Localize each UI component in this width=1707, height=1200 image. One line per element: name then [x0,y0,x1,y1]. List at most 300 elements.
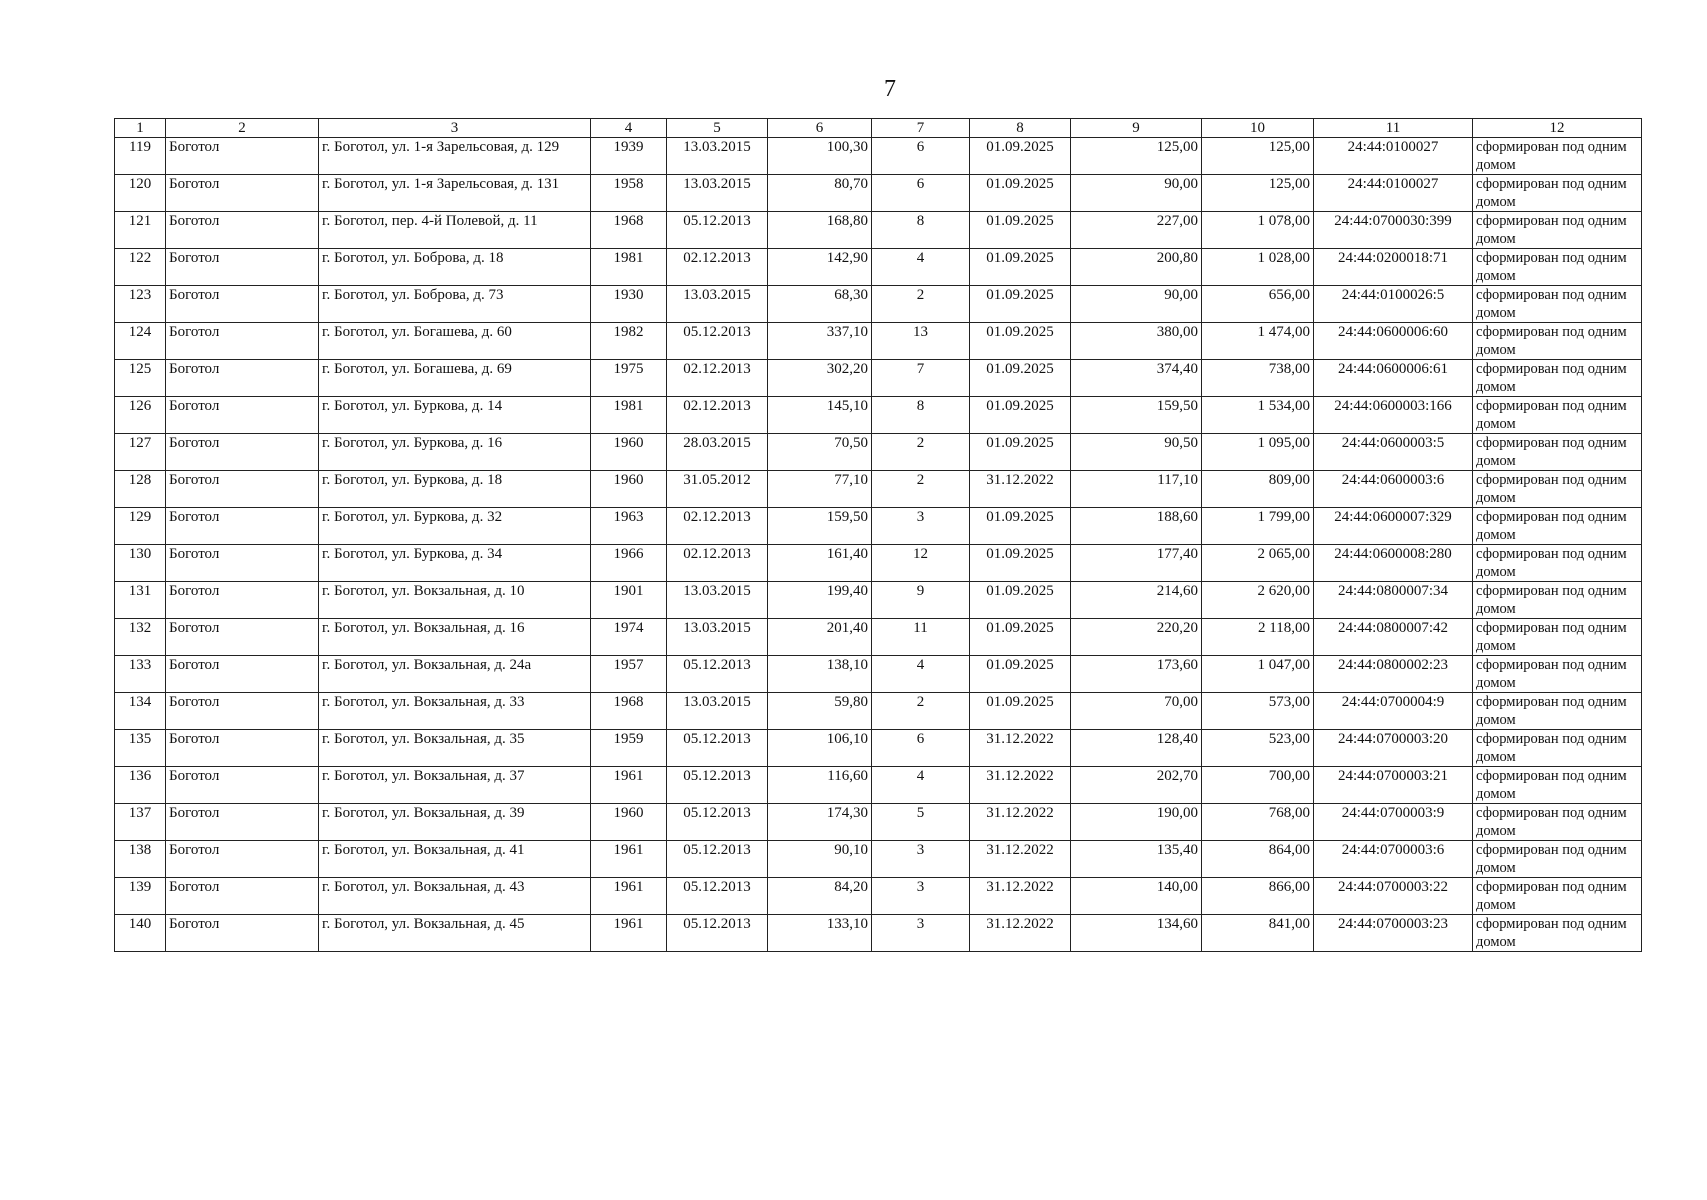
cell-settlement: Боготол [166,915,319,952]
page-number: 7 [884,76,896,102]
cell-area: 174,30 [768,804,872,841]
cell-residents: 8 [872,397,970,434]
cell-area: 100,30 [768,138,872,175]
table-header [115,119,1642,138]
cell-land-status: сформирован под одним домом [1473,915,1642,952]
cell-settlement: Боготол [166,397,319,434]
cell-land-area: 2 620,00 [1202,582,1314,619]
cell-date: 02.12.2013 [667,360,768,397]
table-row [115,286,1642,323]
cell-address: г. Боготол, ул. Буркова, д. 34 [319,545,591,582]
cell-address: г. Боготол, ул. 1-я Зарельсовая, д. 131 [319,175,591,212]
cell-date: 31.05.2012 [667,471,768,508]
cell-cadastral-number: 24:44:0700003:6 [1314,841,1473,878]
cell-deadline: 01.09.2025 [970,397,1071,434]
cell-address: г. Боготол, ул. Вокзальная, д. 10 [319,582,591,619]
cell-settlement: Боготол [166,286,319,323]
cell-area: 337,10 [768,323,872,360]
cell-address: г. Боготол, ул. Вокзальная, д. 41 [319,841,591,878]
cell-cadastral-number: 24:44:0100026:5 [1314,286,1473,323]
cell-date: 05.12.2013 [667,915,768,952]
cell-land-area: 1 028,00 [1202,249,1314,286]
cell-area-2: 190,00 [1071,804,1202,841]
table-row [115,360,1642,397]
cell-deadline: 31.12.2022 [970,730,1071,767]
cell-area-2: 159,50 [1071,397,1202,434]
cell-address: г. Боготол, ул. Вокзальная, д. 39 [319,804,591,841]
cell-cadastral-number: 24:44:0600003:6 [1314,471,1473,508]
cell-land-status: сформирован под одним домом [1473,878,1642,915]
cell-build-year: 1961 [591,878,667,915]
cell-land-status: сформирован под одним домом [1473,397,1642,434]
cell-land-area: 573,00 [1202,693,1314,730]
cell-build-year: 1959 [591,730,667,767]
cell-deadline: 31.12.2022 [970,915,1071,952]
cell-date: 05.12.2013 [667,878,768,915]
cell-cadastral-number: 24:44:0200018:71 [1314,249,1473,286]
table-row [115,915,1642,952]
cell-area-2: 117,10 [1071,471,1202,508]
table-row [115,434,1642,471]
cell-area-2: 374,40 [1071,360,1202,397]
cell-row-number: 139 [115,878,166,915]
cell-build-year: 1961 [591,915,667,952]
cell-address: г. Боготол, ул. Вокзальная, д. 37 [319,767,591,804]
column-header-12: 12 [1473,119,1642,138]
cell-residents: 6 [872,138,970,175]
column-header-8: 8 [970,119,1071,138]
cell-row-number: 124 [115,323,166,360]
cell-deadline: 01.09.2025 [970,249,1071,286]
cell-area: 68,30 [768,286,872,323]
cell-address: г. Боготол, ул. Буркова, д. 32 [319,508,591,545]
cell-address: г. Боготол, ул. Вокзальная, д. 33 [319,693,591,730]
column-header-3: 3 [319,119,591,138]
cell-row-number: 127 [115,434,166,471]
cell-row-number: 130 [115,545,166,582]
cell-deadline: 01.09.2025 [970,138,1071,175]
cell-build-year: 1901 [591,582,667,619]
cell-row-number: 121 [115,212,166,249]
cell-land-area: 864,00 [1202,841,1314,878]
cell-residents: 3 [872,878,970,915]
cell-row-number: 125 [115,360,166,397]
cell-residents: 12 [872,545,970,582]
column-header-1: 1 [115,119,166,138]
table-row [115,471,1642,508]
cell-address: г. Боготол, ул. Вокзальная, д. 43 [319,878,591,915]
cell-land-area: 809,00 [1202,471,1314,508]
cell-area-2: 227,00 [1071,212,1202,249]
cell-residents: 9 [872,582,970,619]
cell-area: 168,80 [768,212,872,249]
cell-deadline: 01.09.2025 [970,175,1071,212]
cell-residents: 11 [872,619,970,656]
cell-address: г. Боготол, ул. Буркова, д. 16 [319,434,591,471]
cell-settlement: Боготол [166,619,319,656]
cell-land-status: сформирован под одним домом [1473,730,1642,767]
table-row [115,249,1642,286]
cell-land-area: 125,00 [1202,175,1314,212]
cell-land-area: 1 474,00 [1202,323,1314,360]
cell-row-number: 138 [115,841,166,878]
cell-cadastral-number: 24:44:0700003:21 [1314,767,1473,804]
cell-area: 159,50 [768,508,872,545]
cell-residents: 6 [872,730,970,767]
cell-address: г. Боготол, ул. Боброва, д. 73 [319,286,591,323]
cell-area: 106,10 [768,730,872,767]
cell-land-status: сформирован под одним домом [1473,582,1642,619]
cell-cadastral-number: 24:44:0700003:23 [1314,915,1473,952]
cell-residents: 2 [872,286,970,323]
table-row [115,582,1642,619]
cell-area: 80,70 [768,175,872,212]
cell-area: 161,40 [768,545,872,582]
cell-land-status: сформирован под одним домом [1473,767,1642,804]
cell-build-year: 1961 [591,841,667,878]
cell-deadline: 31.12.2022 [970,471,1071,508]
table-row [115,175,1642,212]
cell-deadline: 01.09.2025 [970,434,1071,471]
cell-area-2: 135,40 [1071,841,1202,878]
cell-settlement: Боготол [166,434,319,471]
cell-land-status: сформирован под одним домом [1473,360,1642,397]
cell-land-status: сформирован под одним домом [1473,804,1642,841]
cell-settlement: Боготол [166,841,319,878]
cell-residents: 8 [872,212,970,249]
cell-area: 116,60 [768,767,872,804]
cell-deadline: 01.09.2025 [970,656,1071,693]
cell-area: 90,10 [768,841,872,878]
cell-land-status: сформирован под одним домом [1473,656,1642,693]
table-row [115,619,1642,656]
cell-settlement: Боготол [166,138,319,175]
cell-build-year: 1975 [591,360,667,397]
cell-settlement: Боготол [166,545,319,582]
cell-address: г. Боготол, пер. 4-й Полевой, д. 11 [319,212,591,249]
cell-area-2: 188,60 [1071,508,1202,545]
cell-residents: 3 [872,508,970,545]
cell-cadastral-number: 24:44:0600003:166 [1314,397,1473,434]
cell-land-area: 768,00 [1202,804,1314,841]
table-row [115,656,1642,693]
column-header-5: 5 [667,119,768,138]
cell-land-area: 1 047,00 [1202,656,1314,693]
cell-build-year: 1981 [591,249,667,286]
cell-address: г. Боготол, ул. Буркова, д. 18 [319,471,591,508]
cell-date: 13.03.2015 [667,619,768,656]
cell-row-number: 140 [115,915,166,952]
cell-land-status: сформирован под одним домом [1473,693,1642,730]
cell-deadline: 31.12.2022 [970,767,1071,804]
cell-land-area: 1 799,00 [1202,508,1314,545]
cell-deadline: 31.12.2022 [970,841,1071,878]
table-row [115,545,1642,582]
cell-row-number: 131 [115,582,166,619]
column-header-2: 2 [166,119,319,138]
cell-land-area: 866,00 [1202,878,1314,915]
cell-date: 02.12.2013 [667,249,768,286]
cell-area: 201,40 [768,619,872,656]
cell-build-year: 1982 [591,323,667,360]
cell-row-number: 137 [115,804,166,841]
cell-address: г. Боготол, ул. Буркова, д. 14 [319,397,591,434]
cell-residents: 6 [872,175,970,212]
cell-land-area: 2 118,00 [1202,619,1314,656]
cell-land-status: сформирован под одним домом [1473,249,1642,286]
cell-build-year: 1981 [591,397,667,434]
cell-area-2: 125,00 [1071,138,1202,175]
cell-settlement: Боготол [166,360,319,397]
cell-land-area: 1 534,00 [1202,397,1314,434]
cell-settlement: Боготол [166,656,319,693]
cell-area: 142,90 [768,249,872,286]
cell-build-year: 1939 [591,138,667,175]
table-row [115,212,1642,249]
cell-residents: 2 [872,471,970,508]
cell-residents: 5 [872,804,970,841]
cell-area: 59,80 [768,693,872,730]
cell-build-year: 1968 [591,693,667,730]
cell-area: 138,10 [768,656,872,693]
cell-build-year: 1961 [591,767,667,804]
cell-date: 13.03.2015 [667,693,768,730]
cell-land-status: сформирован под одним домом [1473,175,1642,212]
cell-area-2: 202,70 [1071,767,1202,804]
cell-land-status: сформирован под одним домом [1473,286,1642,323]
cell-deadline: 01.09.2025 [970,508,1071,545]
cell-row-number: 126 [115,397,166,434]
cell-date: 02.12.2013 [667,508,768,545]
cell-cadastral-number: 24:44:0600006:60 [1314,323,1473,360]
cell-cadastral-number: 24:44:0600007:329 [1314,508,1473,545]
cell-land-area: 2 065,00 [1202,545,1314,582]
cell-row-number: 135 [115,730,166,767]
cell-residents: 3 [872,915,970,952]
cell-land-area: 1 078,00 [1202,212,1314,249]
cell-row-number: 129 [115,508,166,545]
cell-row-number: 136 [115,767,166,804]
cell-area-2: 214,60 [1071,582,1202,619]
cell-settlement: Боготол [166,175,319,212]
cell-land-status: сформирован под одним домом [1473,323,1642,360]
cell-land-status: сформирован под одним домом [1473,138,1642,175]
cell-cadastral-number: 24:44:0800002:23 [1314,656,1473,693]
cell-date: 05.12.2013 [667,656,768,693]
cell-land-status: сформирован под одним домом [1473,212,1642,249]
cell-row-number: 128 [115,471,166,508]
cell-settlement: Боготол [166,878,319,915]
cell-residents: 2 [872,693,970,730]
cell-area-2: 90,00 [1071,175,1202,212]
cell-land-area: 738,00 [1202,360,1314,397]
cell-area-2: 380,00 [1071,323,1202,360]
cell-cadastral-number: 24:44:0600003:5 [1314,434,1473,471]
cell-land-area: 523,00 [1202,730,1314,767]
cell-address: г. Боготол, ул. Богашева, д. 60 [319,323,591,360]
cell-build-year: 1966 [591,545,667,582]
cell-residents: 3 [872,841,970,878]
cell-area-2: 173,60 [1071,656,1202,693]
cell-address: г. Боготол, ул. Вокзальная, д. 45 [319,915,591,952]
cell-area-2: 90,00 [1071,286,1202,323]
cell-row-number: 120 [115,175,166,212]
cell-build-year: 1963 [591,508,667,545]
cell-settlement: Боготол [166,582,319,619]
cell-land-status: сформирован под одним домом [1473,471,1642,508]
cell-row-number: 133 [115,656,166,693]
cell-row-number: 134 [115,693,166,730]
cell-date: 05.12.2013 [667,804,768,841]
table-row [115,841,1642,878]
cell-settlement: Боготол [166,323,319,360]
cell-deadline: 01.09.2025 [970,619,1071,656]
cell-date: 05.12.2013 [667,767,768,804]
cell-land-area: 841,00 [1202,915,1314,952]
cell-build-year: 1968 [591,212,667,249]
cell-residents: 4 [872,767,970,804]
table-row [115,323,1642,360]
cell-settlement: Боготол [166,804,319,841]
cell-build-year: 1957 [591,656,667,693]
cell-deadline: 31.12.2022 [970,878,1071,915]
column-header-7: 7 [872,119,970,138]
column-header-11: 11 [1314,119,1473,138]
cell-date: 05.12.2013 [667,841,768,878]
cell-cadastral-number: 24:44:0700003:22 [1314,878,1473,915]
cell-settlement: Боготол [166,249,319,286]
cell-row-number: 132 [115,619,166,656]
cell-land-status: сформирован под одним домом [1473,545,1642,582]
cell-residents: 4 [872,656,970,693]
cell-area: 70,50 [768,434,872,471]
table-row [115,767,1642,804]
cell-row-number: 119 [115,138,166,175]
cell-residents: 13 [872,323,970,360]
cell-land-status: сформирован под одним домом [1473,841,1642,878]
cell-cadastral-number: 24:44:0800007:34 [1314,582,1473,619]
cell-area-2: 90,50 [1071,434,1202,471]
cell-build-year: 1960 [591,804,667,841]
cell-settlement: Боготол [166,693,319,730]
table-row [115,804,1642,841]
cell-date: 02.12.2013 [667,397,768,434]
table-row [115,878,1642,915]
cell-land-area: 656,00 [1202,286,1314,323]
cell-deadline: 01.09.2025 [970,693,1071,730]
cell-date: 05.12.2013 [667,730,768,767]
header-row [115,119,1642,138]
cell-area-2: 134,60 [1071,915,1202,952]
column-header-9: 9 [1071,119,1202,138]
cell-deadline: 01.09.2025 [970,360,1071,397]
cell-cadastral-number: 24:44:0700004:9 [1314,693,1473,730]
cell-cadastral-number: 24:44:0600006:61 [1314,360,1473,397]
cell-date: 13.03.2015 [667,286,768,323]
cell-date: 05.12.2013 [667,323,768,360]
cell-deadline: 01.09.2025 [970,323,1071,360]
cell-cadastral-number: 24:44:0100027 [1314,138,1473,175]
table-row [115,397,1642,434]
cell-deadline: 31.12.2022 [970,804,1071,841]
cell-address: г. Боготол, ул. Вокзальная, д. 16 [319,619,591,656]
cell-area: 84,20 [768,878,872,915]
cell-date: 13.03.2015 [667,582,768,619]
cell-date: 05.12.2013 [667,212,768,249]
cell-cadastral-number: 24:44:0700003:9 [1314,804,1473,841]
cell-area: 133,10 [768,915,872,952]
cell-area-2: 70,00 [1071,693,1202,730]
cell-land-area: 1 095,00 [1202,434,1314,471]
column-header-10: 10 [1202,119,1314,138]
table-row [115,508,1642,545]
cell-address: г. Боготол, ул. 1-я Зарельсовая, д. 129 [319,138,591,175]
cell-row-number: 123 [115,286,166,323]
cell-deadline: 01.09.2025 [970,545,1071,582]
cell-settlement: Боготол [166,767,319,804]
cell-cadastral-number: 24:44:0600008:280 [1314,545,1473,582]
cell-build-year: 1960 [591,471,667,508]
cell-area: 145,10 [768,397,872,434]
column-header-6: 6 [768,119,872,138]
cell-build-year: 1958 [591,175,667,212]
cell-cadastral-number: 24:44:0100027 [1314,175,1473,212]
cell-area-2: 220,20 [1071,619,1202,656]
cell-land-area: 125,00 [1202,138,1314,175]
cell-address: г. Боготол, ул. Вокзальная, д. 35 [319,730,591,767]
table-row [115,138,1642,175]
cell-area-2: 128,40 [1071,730,1202,767]
cell-build-year: 1930 [591,286,667,323]
table-body [115,138,1642,952]
cell-deadline: 01.09.2025 [970,212,1071,249]
cell-land-status: сформирован под одним домом [1473,619,1642,656]
cell-land-status: сформирован под одним домом [1473,434,1642,471]
cell-residents: 2 [872,434,970,471]
cell-area-2: 200,80 [1071,249,1202,286]
cell-build-year: 1974 [591,619,667,656]
cell-area: 302,20 [768,360,872,397]
cell-area-2: 177,40 [1071,545,1202,582]
cell-date: 13.03.2015 [667,138,768,175]
cell-deadline: 01.09.2025 [970,286,1071,323]
cell-area: 77,10 [768,471,872,508]
cell-cadastral-number: 24:44:0800007:42 [1314,619,1473,656]
cell-area-2: 140,00 [1071,878,1202,915]
cell-cadastral-number: 24:44:0700003:20 [1314,730,1473,767]
cell-settlement: Боготол [166,730,319,767]
cell-settlement: Боготол [166,508,319,545]
cell-address: г. Боготол, ул. Боброва, д. 18 [319,249,591,286]
cell-date: 02.12.2013 [667,545,768,582]
cell-row-number: 122 [115,249,166,286]
column-header-4: 4 [591,119,667,138]
cell-address: г. Боготол, ул. Вокзальная, д. 24а [319,656,591,693]
cell-residents: 4 [872,249,970,286]
cell-land-status: сформирован под одним домом [1473,508,1642,545]
table-row [115,730,1642,767]
table-row [115,693,1642,730]
cell-settlement: Боготол [166,212,319,249]
cell-area: 199,40 [768,582,872,619]
cell-land-area: 700,00 [1202,767,1314,804]
cell-date: 28.03.2015 [667,434,768,471]
cell-settlement: Боготол [166,471,319,508]
cell-deadline: 01.09.2025 [970,582,1071,619]
cell-residents: 7 [872,360,970,397]
cell-address: г. Боготол, ул. Богашева, д. 69 [319,360,591,397]
cell-cadastral-number: 24:44:0700030:399 [1314,212,1473,249]
